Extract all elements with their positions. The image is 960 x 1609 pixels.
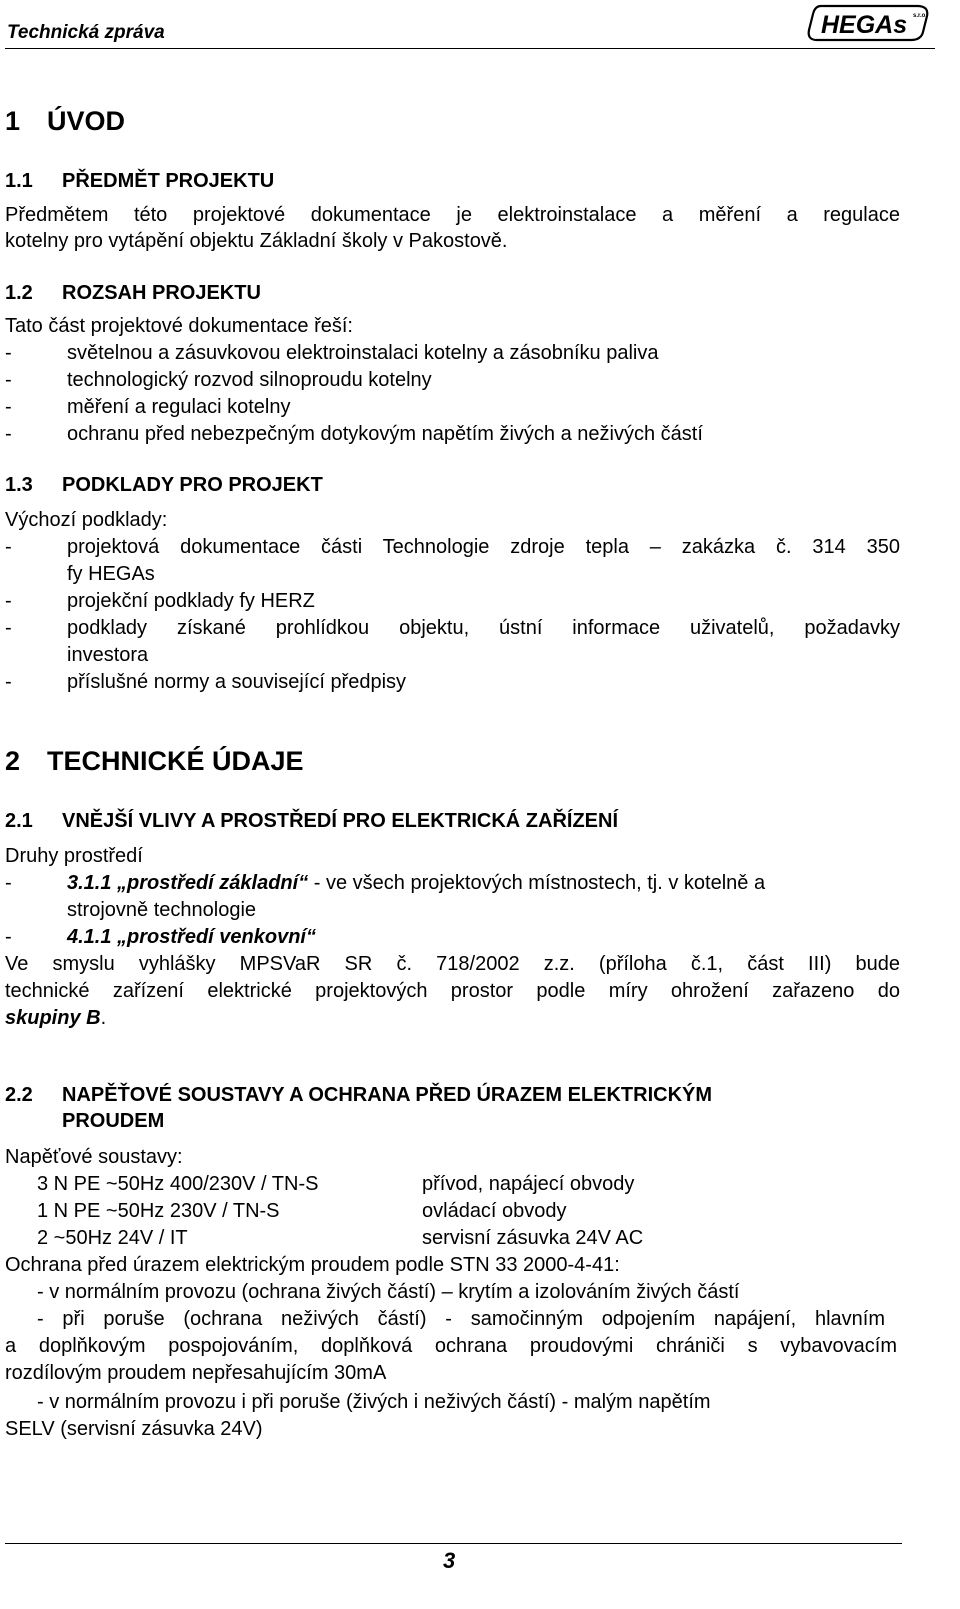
heading-2-1 xyxy=(5,810,618,833)
environment-code: 4.1.1 „prostředí venkovní“ xyxy=(67,926,316,948)
voltage-system-use: ovládací obvody xyxy=(422,1200,567,1222)
heading-1 xyxy=(5,106,125,137)
page-header xyxy=(5,0,935,49)
page-number: 3 xyxy=(443,1548,456,1573)
heading-text: VNĚJŠÍ VLIVY A PROSTŘEDÍ PRO ELEKTRICKÁ ZAŘÍZENÍ xyxy=(62,810,618,832)
heading-number: 1.1 xyxy=(5,170,33,192)
paragraph-line: a doplňkovým pospojováním, doplňková ochrana proudovými chrániči s vybavovacím xyxy=(5,1335,897,1357)
hegas-logo-graphic xyxy=(807,2,933,42)
heading-number: 2 xyxy=(5,746,21,776)
heading-number: 1 xyxy=(5,106,21,136)
heading-1-3 xyxy=(5,474,323,497)
heading-number: 2.1 xyxy=(5,810,33,832)
paragraph-line: rozdílovým proudem nepřesahujícím 30mA xyxy=(5,1362,387,1384)
paragraph-line: technické zařízení elektrické projektových prostor podle míry ohrožení zařazeno do xyxy=(5,980,900,1002)
group-label: skupiny B xyxy=(5,1007,101,1029)
heading-2-2 xyxy=(5,1084,712,1107)
paragraph-line: kotelny pro vytápění objektu Základní školy v Pakostově. xyxy=(5,230,508,252)
protection-item: - při poruše (ochrana neživých částí) - samočinným odpojením napájení, hlavním xyxy=(37,1308,885,1330)
document-page: Technická zpráva HEGAs s.r.o. 1 ÚVOD 1.1 PŘEDMĚT PROJEKTU Předmětem této projektové dokumentace je elektroinstalace a měření a regulace kotelny pro vytápění objektu Základní školy v Pakostově. 1.2 ROZSAH PROJEKTU Tato část projektové dokumentace řeší: - světelnou a zásuvkovou elektroinstalaci kotelny a zásobníku paliva - technologický rozvod silnoproudu kotelny - měření a regulaci kotelny - ochranu před nebezpečným dotykovým napětím živých a neživých částí 1.3 PODKLADY PRO PROJEKT Výchozí podklady: - projektová dokumentace části Technologie zdroje tepla – zakázka č. 314 350 fy HEGAs - projekční podklady fy HERZ - podklady získané prohlídkou objektu, ústní informace uživatelů, požadavky investora - příslušné normy a související předpisy 2 TECHNICKÉ ÚDAJE 2.1 VNĚJŠÍ VLIVY A PROSTŘEDÍ PRO ELEKTRICKÁ ZAŘÍZENÍ Druhy prostředí - 3.1.1 „prostředí základní“ - ve všech projektových místnostech, tj. v kotelně a strojovně technologie - 4.1.1 „prostředí venkovní“ Ve smyslu vyhlášky MPSVaR SR č. 718/2002 z.z. (příloha č.1, část III) bude technické zařízení elektrické projektových prostor podle míry ohrožení zařazeno do skupiny B. 2.2 NAPĚŤOVÉ SOUSTAVY A OCHRANA PŘED ÚRAZEM ELEKTRICKÝM PROUDEM Napěťové soustavy: 3 N PE ~50Hz 400/230V / TN-S přívod, napájecí obvody 1 N PE ~50Hz 230V / TN-S ovládací obvody 2 ~50Hz 24V / IT servisní zásuvka 24V AC Ochrana před úrazem elektrickým proudem podle STN 33 2000-4-41: - v normálním provozu (ochrana živých částí) – krytím a izolováním živých částí - při poruše (ochrana neživých částí) - samočinným odpojením napájení, hlavním a doplňkovým pospojováním, doplňková ochrana proudovými chrániči s vybavovacím rozdílovým proudem nepřesahujícím 30mA - v normálním provozu i při poruše (živých i neživých částí) - malým napětím SELV (servisní zásuvka 24V) 3 xyxy=(0,0,960,1609)
heading-1-1 xyxy=(5,170,274,193)
environment-code: 3.1.1 „prostředí základní“ xyxy=(67,872,309,894)
logo-suffix: s.r.o. xyxy=(913,13,928,19)
paragraph-line: skupiny B. xyxy=(5,1007,107,1029)
voltage-system-spec: 1 N PE ~50Hz 230V / TN-S xyxy=(37,1200,280,1222)
heading-1-2 xyxy=(5,282,261,305)
heading-number: 1.2 xyxy=(5,282,33,304)
heading-text: PODKLADY PRO PROJEKT xyxy=(62,474,323,496)
protection-item: - v normálním provozu (ochrana živých částí) – krytím a izolováním živých částí xyxy=(37,1281,740,1303)
logo-text: HEGAs xyxy=(821,11,908,39)
heading-text: ROZSAH PROJEKTU xyxy=(62,282,261,304)
heading-text: PŘEDMĚT PROJEKTU xyxy=(62,170,275,192)
section-intro: Výchozí podklady: xyxy=(5,509,168,531)
heading-number: 1.3 xyxy=(5,474,33,496)
heading-text: NAPĚŤOVÉ SOUSTAVY A OCHRANA PŘED ÚRAZEM ELEKTRICKÝM xyxy=(62,1084,713,1106)
protection-item: - v normálním provozu i při poruše (živých i neživých částí) - malým napětím xyxy=(37,1391,711,1413)
voltage-system-use: servisní zásuvka 24V AC xyxy=(422,1227,644,1249)
heading-number: 2.2 xyxy=(5,1084,33,1106)
section-intro: Druhy prostředí xyxy=(5,845,143,867)
section-intro: Napěťové soustavy: xyxy=(5,1146,183,1168)
footer-divider xyxy=(5,1543,902,1544)
voltage-system-use: přívod, napájecí obvody xyxy=(422,1173,635,1195)
heading-2-2-continuation: PROUDEM xyxy=(62,1110,165,1132)
protection-intro: Ochrana před úrazem elektrickým proudem podle STN 33 2000-4-41: xyxy=(5,1254,620,1276)
heading-text: TECHNICKÉ ÚDAJE xyxy=(47,746,304,776)
heading-2 xyxy=(5,746,304,777)
hegas-logo xyxy=(807,2,933,42)
section-intro: Tato část projektové dokumentace řeší: xyxy=(5,315,353,337)
voltage-system-spec: 2 ~50Hz 24V / IT xyxy=(37,1227,188,1249)
paragraph-line: Předmětem této projektové dokumentace je elektroinstalace a měření a regulace xyxy=(5,204,900,226)
heading-text: ÚVOD xyxy=(47,106,126,136)
voltage-system-spec: 3 N PE ~50Hz 400/230V / TN-S xyxy=(37,1173,319,1195)
paragraph-line: Ve smyslu vyhlášky MPSVaR SR č. 718/2002 z.z. (příloha č.1, část III) bude xyxy=(5,953,900,975)
header-title: Technická zpráva xyxy=(7,22,165,43)
environment-description: - ve všech projektových místnostech, tj. v kotelně a xyxy=(308,872,766,894)
paragraph-line: SELV (servisní zásuvka 24V) xyxy=(5,1418,263,1440)
